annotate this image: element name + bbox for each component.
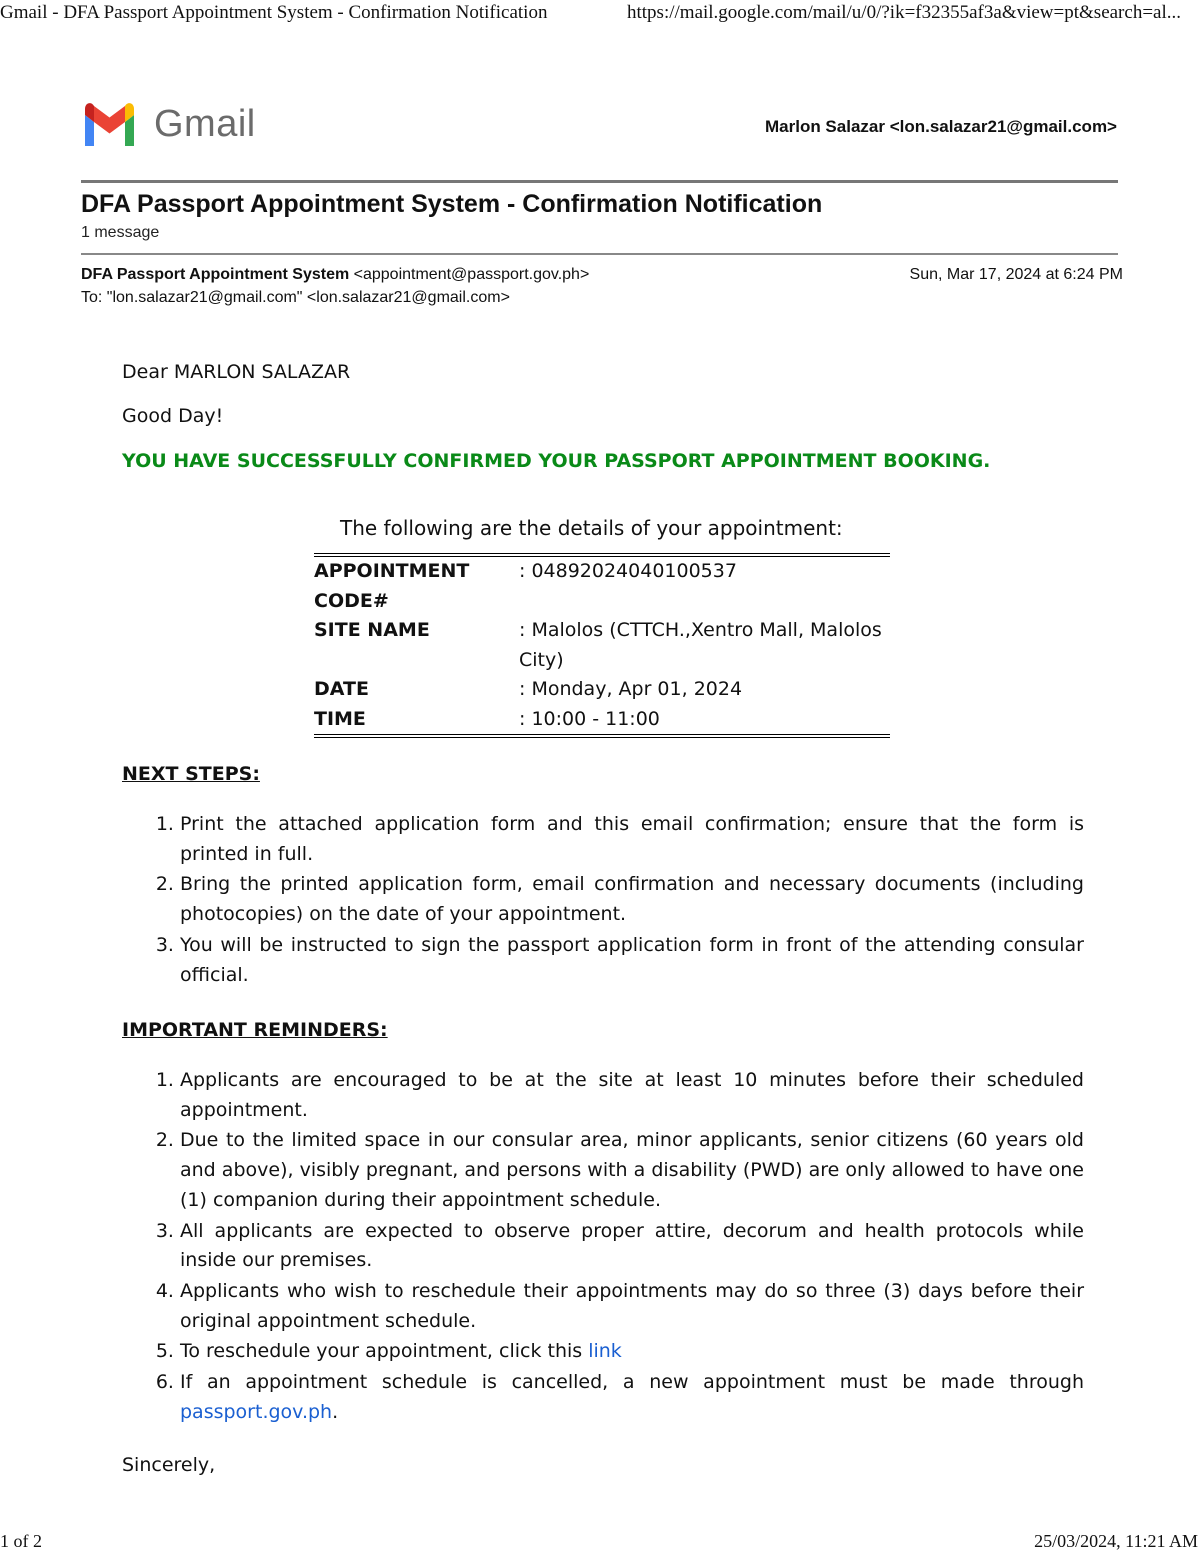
sender-name: DFA Passport Appointment System: [81, 266, 350, 283]
list-item: 4. Applicants who wish to reschedule their appointments may do so three (3) days before their original appointment schedule.: [180, 1277, 1084, 1336]
detail-label: DATE: [314, 678, 369, 700]
gmail-logo: [81, 102, 256, 146]
appointment-details-table: [314, 553, 890, 738]
reschedule-link[interactable]: link: [588, 1340, 622, 1363]
sender-line: [81, 266, 589, 284]
closing: Sincerely,: [122, 1454, 216, 1476]
sent-date: Sun, Mar 17, 2024 at 6:24 PM: [909, 266, 1123, 283]
confirmation-notice: YOU HAVE SUCCESSFULLY CONFIRMED YOUR PASSPORT APPOINTMENT BOOKING.: [122, 450, 991, 472]
detail-value: : 04892024040100537: [519, 555, 890, 616]
table-row: [314, 555, 890, 616]
print-page-url: https://mail.google.com/mail/u/0/?ik=f32355af3a&view=pt&search=al...: [627, 2, 1181, 23]
detail-value: : Malolos (CTTCH.,Xentro Mall, Malolos City): [519, 619, 882, 671]
reminder-text: To reschedule your appointment, click this: [180, 1340, 589, 1363]
table-row: [314, 705, 890, 737]
good-day: Good Day!: [122, 405, 224, 427]
details-intro: The following are the details of your appointment:: [340, 516, 843, 540]
detail-label: SITE NAME: [314, 619, 430, 641]
list-item: 1. Print the attached application form and this email confirmation; ensure that the form is printed in full.: [180, 810, 1084, 869]
list-item: 3. All applicants are expected to observe proper attire, decorum and health protocols while inside our premises.: [180, 1217, 1084, 1276]
list-item: 3. You will be instructed to sign the passport application form in front of the attending consular official.: [180, 931, 1084, 990]
gmail-wordmark: Gmail: [154, 102, 256, 145]
table-row: [314, 675, 890, 705]
account-name: Marlon Salazar <lon.salazar21@gmail.com>: [764, 117, 1117, 136]
message-count: 1 message: [81, 224, 160, 241]
gmail-m-icon: [81, 102, 138, 146]
sender-email: <appointment@passport.gov.ph>: [353, 266, 590, 283]
divider: [81, 253, 1118, 255]
detail-value: : Monday, Apr 01, 2024: [519, 678, 743, 700]
detail-label: APPOINTMENT CODE#: [314, 555, 519, 616]
detail-label: TIME: [314, 705, 519, 737]
list-item: 2. Due to the limited space in our consular area, minor applicants, senior citizens (60 years old and above), visibly pregnant, and persons with a disability (PWD) are only allowed to have one (1) companion during their appointment schedule.: [180, 1126, 1084, 1215]
table-row: [314, 616, 890, 675]
page-number: 1 of 2: [0, 1531, 42, 1551]
print-header: [0, 2, 1200, 26]
email-subject: DFA Passport Appointment System - Confirmation Notification: [81, 190, 823, 218]
reminders-heading: IMPORTANT REMINDERS:: [122, 1019, 388, 1041]
reminders-list: [122, 1066, 1084, 1428]
list-item: 1. Applicants are encouraged to be at the site at least 10 minutes before their scheduled appointment.: [180, 1066, 1084, 1125]
detail-value: : 10:00 - 11:00: [519, 705, 890, 737]
greeting: Dear MARLON SALAZAR: [122, 361, 351, 383]
recipient-line: To: "lon.salazar21@gmail.com" <lon.salazar21@gmail.com>: [81, 289, 510, 306]
reminder-text: If an appointment schedule is cancelled, a new appointment must be made through: [180, 1371, 1084, 1394]
print-footer: [0, 1531, 1200, 1553]
passport-site-link[interactable]: passport.gov.ph: [180, 1400, 333, 1423]
reminder-end: .: [332, 1400, 339, 1423]
list-item: [180, 1337, 1084, 1367]
next-steps-list: [122, 810, 1084, 991]
list-item: [180, 1368, 1084, 1427]
next-steps-heading: NEXT STEPS:: [122, 763, 260, 785]
print-datetime: 25/03/2024, 11:21 AM: [1034, 1531, 1198, 1551]
print-page-title: Gmail - DFA Passport Appointment System - Confirmation Notification: [0, 2, 548, 23]
list-item: 2. Bring the printed application form, email confirmation and necessary documents (including photocopies) on the date of your appointment.: [180, 870, 1084, 929]
divider: [81, 180, 1118, 183]
